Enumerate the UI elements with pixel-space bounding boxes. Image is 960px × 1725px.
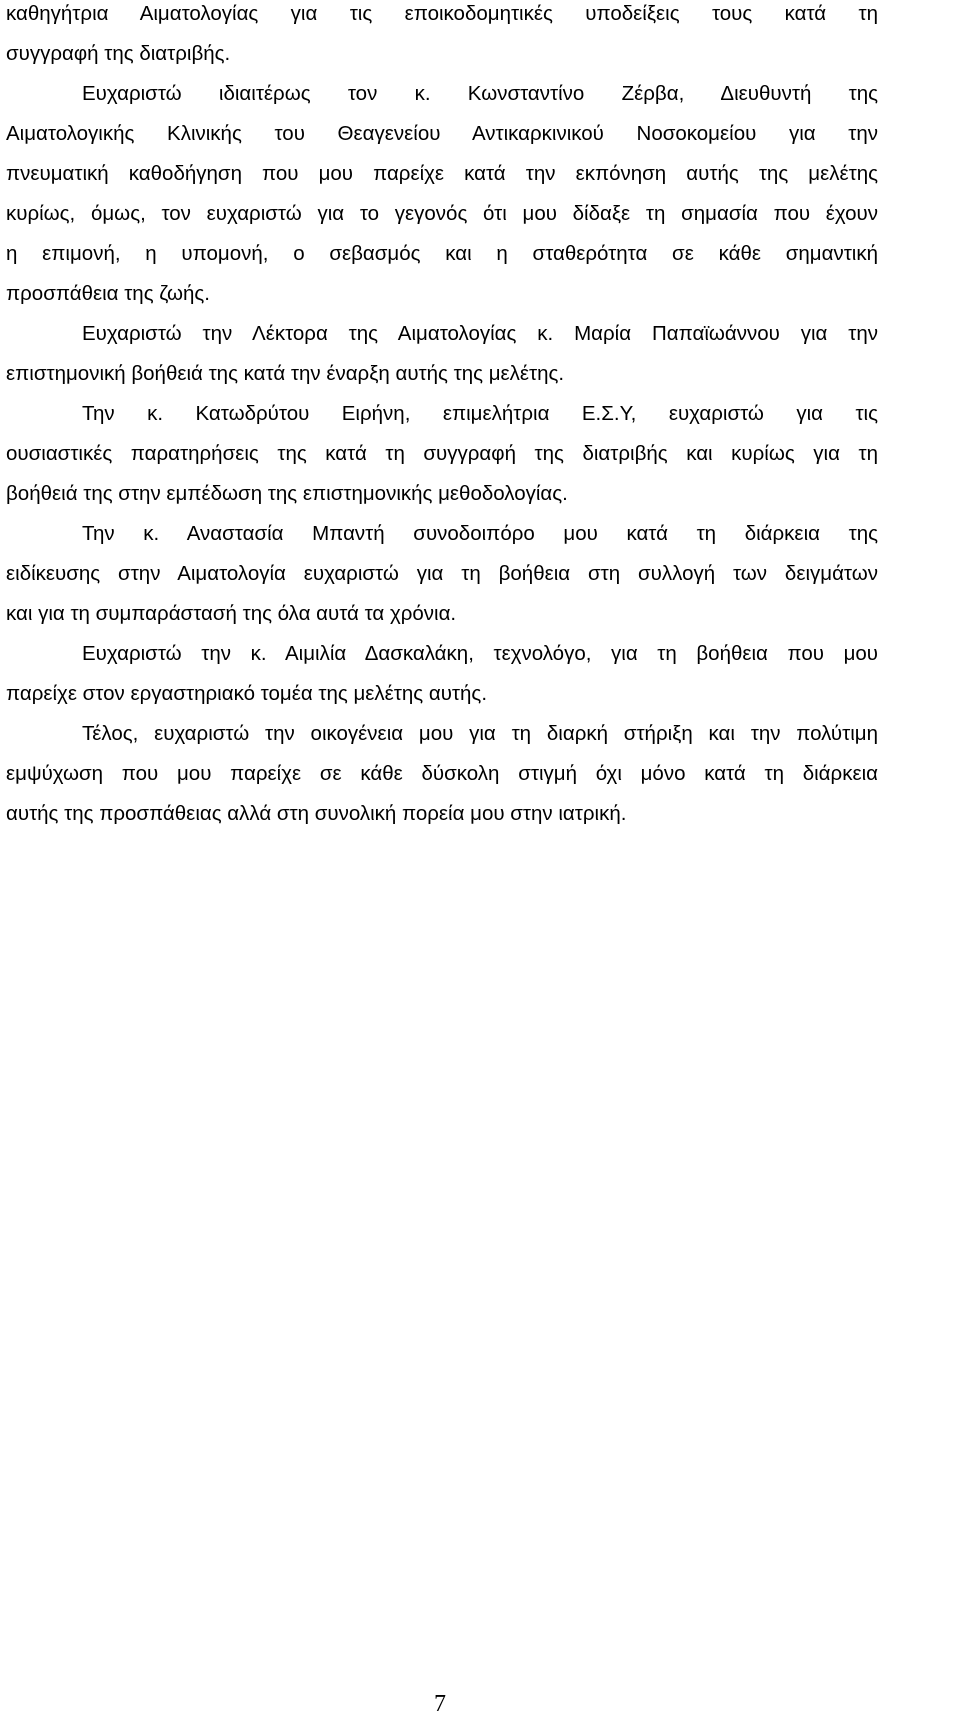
text-line: πνευματική καθοδήγηση που μου παρείχε κατά την εκπόνηση αυτής της μελέτης xyxy=(6,162,878,185)
text-line: παρείχε στον εργαστηριακό τομέα της μελέτης αυτής. xyxy=(6,682,488,705)
text-line: ουσιαστικές παρατηρήσεις της κατά τη συγγραφή της διατριβής και κυρίως για τη xyxy=(6,442,878,465)
text-line: Αιματολογικής Κλινικής του Θεαγενείου Αντικαρκινικού Νοσοκομείου για την xyxy=(6,122,878,145)
text-line: συγγραφή της διατριβής. xyxy=(6,42,231,65)
text-line: επιστημονική βοήθειά της κατά την έναρξη αυτής της μελέτης. xyxy=(6,362,565,385)
text-line: και για τη συμπαράστασή της όλα αυτά τα χρόνια. xyxy=(6,602,457,625)
text-line: καθηγήτρια Αιματολογίας για τις εποικοδομητικές υποδείξεις τους κατά τη xyxy=(6,2,878,25)
paragraph-start-line: Την κ. Αναστασία Μπαντή συνοδοιπόρο μου κατά τη διάρκεια της xyxy=(82,522,878,545)
paragraph-start-line: Ευχαριστώ την κ. Αιμιλία Δασκαλάκη, τεχνολόγο, για τη βοήθεια που μου xyxy=(82,642,878,665)
text-line: η επιμονή, η υπομονή, ο σεβασμός και η σταθερότητα σε κάθε σημαντική xyxy=(6,242,878,265)
text-line: προσπάθεια της ζωής. xyxy=(6,282,210,305)
text-line: εμψύχωση που μου παρείχε σε κάθε δύσκολη στιγμή όχι μόνο κατά τη διάρκεια xyxy=(6,762,878,785)
text-line: ειδίκευσης στην Αιματολογία ευχαριστώ για τη βοήθεια στη συλλογή των δειγμάτων xyxy=(6,562,878,585)
paragraph-start-line: Ευχαριστώ ιδιαιτέρως τον κ. Κωνσταντίνο Ζέρβα, Διευθυντή της xyxy=(82,82,878,105)
paragraph-start-line: Τέλος, ευχαριστώ την οικογένεια μου για τη διαρκή στήριξη και την πολύτιμη xyxy=(82,722,878,745)
text-line: βοήθειά της στην εμπέδωση της επιστημονικής μεθοδολογίας. xyxy=(6,482,568,505)
paragraph-start-line: Την κ. Κατωδρύτου Ειρήνη, επιμελήτρια Ε.Σ.Υ, ευχαριστώ για τις xyxy=(82,402,878,425)
text-line: κυρίως, όμως, τον ευχαριστώ για το γεγονός ότι μου δίδαξε τη σημασία που έχουν xyxy=(6,202,878,225)
text-line: αυτής της προσπάθειας αλλά στη συνολική πορεία μου στην ιατρική. xyxy=(6,802,627,825)
paragraph-start-line: Ευχαριστώ την Λέκτορα της Αιματολογίας κ. Μαρία Παπαϊωάννου για την xyxy=(82,322,878,345)
page-number: 7 xyxy=(434,1691,446,1717)
